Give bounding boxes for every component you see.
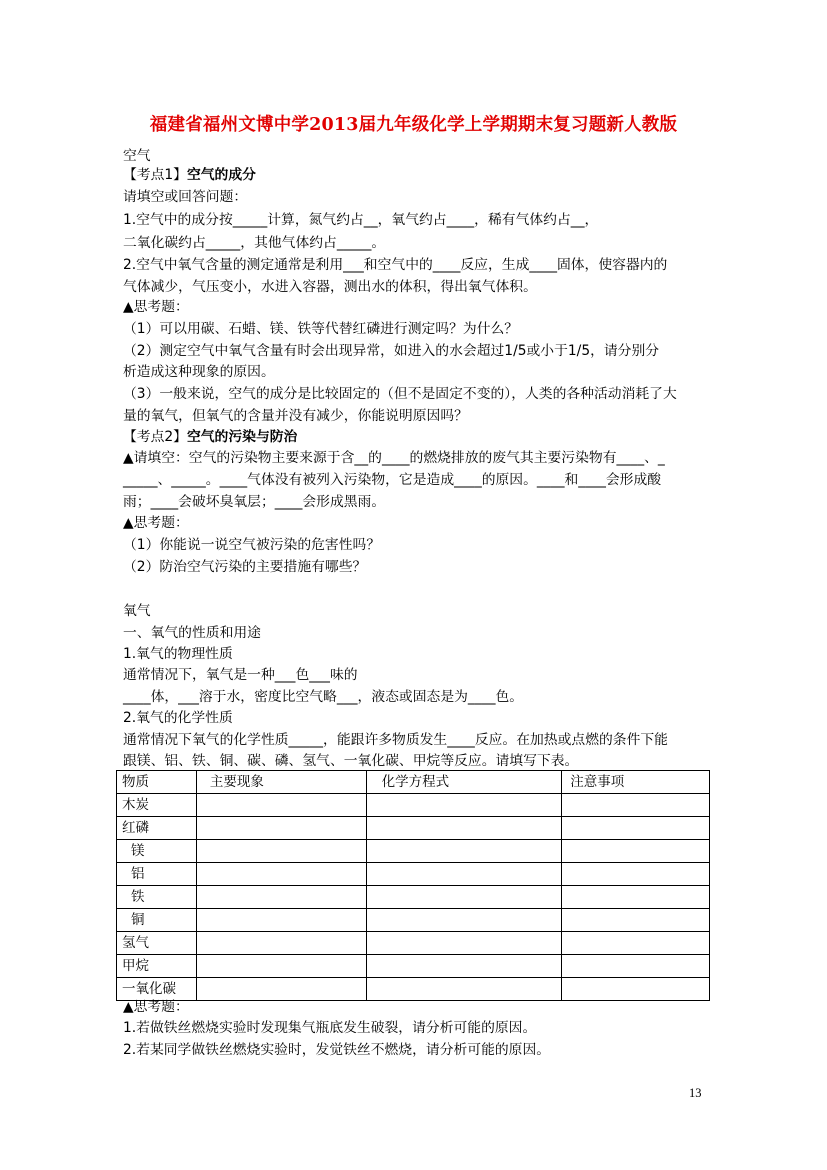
question-2a: （2）测定空气中氧气含量有时会出现异常，如进入的水会超过1/5或小于1/5，请分别分 [123,343,660,359]
pollution-fill-3: 雨；____会破坏臭氧层；____会形成黑雨。 [123,494,386,510]
fill-line-2: 二氧化碳约占_____，其他气体约占_____。 [123,235,386,251]
question-3a: （3）一般来说，空气的成分是比较固定的（但不是固定不变的），人类的各种活动消耗了大 [123,386,677,402]
table-row [117,794,710,817]
notes-cell[interactable] [562,978,710,1001]
phenomenon-cell[interactable] [196,955,366,978]
phenomenon-cell[interactable] [196,886,366,909]
equation-cell[interactable] [366,955,562,978]
table-row [117,840,710,863]
point1-heading [123,166,256,184]
point2-title: 空气的污染与防治 [186,429,298,445]
question-1: （1）可以用碳、石蜡、镁、铁等代替红磷进行测定吗？为什么？ [123,321,519,337]
phenomenon-cell[interactable] [196,909,366,932]
think-label-1: ▲思考题： [123,299,189,315]
subheading-chemical: 2.氧气的化学性质 [123,710,233,726]
table-row [117,886,710,909]
section-heading-air: 空气 [123,148,151,164]
notes-cell[interactable] [562,909,710,932]
equation-cell[interactable] [366,840,562,863]
fill-line-4: 气体减少，气压变小，水进入容器，测出水的体积，得出氧气体积。 [123,279,537,295]
header-substance: 物质 [117,771,197,794]
equation-cell[interactable] [366,817,562,840]
substance-cell: 氢气 [117,932,197,955]
phenomenon-cell[interactable] [196,794,366,817]
table-row [117,909,710,932]
pollution-fill-2: _____、_____。____气体没有被列入污染物，它是造成____的原因。____和____会形成酸 [123,472,662,488]
notes-cell[interactable] [562,840,710,863]
notes-cell[interactable] [562,794,710,817]
question-2b: 析造成这种现象的原因。 [123,364,275,380]
subheading-properties: 一、氧气的性质和用途 [123,625,261,641]
point1-title: 空气的成分 [186,167,256,183]
subheading-physical: 1.氧气的物理性质 [123,646,233,662]
substance-cell: 一氧化碳 [117,978,197,1001]
table-row [117,955,710,978]
header-equation: 化学方程式 [366,771,562,794]
substance-cell: 铁 [117,886,197,909]
notes-cell[interactable] [562,932,710,955]
document-title: 福建省福州文博中学2013届九年级化学上学期期末复习题新人教版 [149,115,678,135]
think-question-1: 1.若做铁丝燃烧实验时发现集气瓶底发生破裂，请分析可能的原因。 [123,1020,537,1036]
physical-line-2: ____体，___溶于水，密度比空气略___，液态或固态是为____色。 [123,689,524,705]
header-notes: 注意事项 [562,771,710,794]
table-row [117,863,710,886]
header-phenomenon: 主要现象 [196,771,366,794]
substance-cell: 铝 [117,863,197,886]
chemical-line-1: 通常情况下氧气的化学性质_____，能跟许多物质发生____反应。在加热或点燃的条件下能 [123,732,668,748]
chemical-line-2: 跟镁、铝、铁、铜、碳、磷、氢气、一氧化碳、甲烷等反应。请填写下表。 [123,753,579,769]
fill-line-1: 1.空气中的成分按_____计算，氮气约占__，氧气约占____，稀有气体约占__， [123,212,599,228]
equation-cell[interactable] [366,932,562,955]
physical-line-1: 通常情况下，氧气是一种___色___味的 [123,667,358,683]
point2-tag: 【考点2】 [123,429,187,445]
equation-cell[interactable] [366,978,562,1001]
table-row [117,817,710,840]
substance-cell: 铜 [117,909,197,932]
substance-cell: 红磷 [117,817,197,840]
think-question-2: 2.若某同学做铁丝燃烧实验时，发觉铁丝不燃烧，请分析可能的原因。 [123,1042,551,1058]
section-heading-oxygen: 氧气 [123,603,151,619]
think-label-3: ▲思考题： [123,999,189,1015]
equation-cell[interactable] [366,863,562,886]
point1-tag: 【考点1】 [123,167,187,183]
substance-cell: 木炭 [117,794,197,817]
point2-heading [123,428,297,446]
substance-cell: 甲烷 [117,955,197,978]
equation-cell[interactable] [366,909,562,932]
phenomenon-cell[interactable] [196,863,366,886]
notes-cell[interactable] [562,817,710,840]
fill-line-3: 2.空气中氧气含量的测定通常是利用___和空气中的____反应，生成____固体，使容器内的 [123,257,668,273]
reaction-table [116,770,710,1001]
phenomenon-cell[interactable] [196,932,366,955]
question-3b: 量的氧气，但氧气的含量并没有减少，你能说明原因吗？ [123,408,468,424]
think-label-2: ▲思考题： [123,515,189,531]
equation-cell[interactable] [366,886,562,909]
pollution-fill-1: ▲请填空：空气的污染物主要来源于含__的____的燃烧排放的废气其主要污染物有____、_ [123,450,665,466]
notes-cell[interactable] [562,863,710,886]
question-4: （1）你能说一说空气被污染的危害性吗？ [123,537,381,553]
table-row [117,978,710,1001]
instruction-line: 请填空或回答问题： [123,189,248,205]
substance-cell: 镁 [117,840,197,863]
table-row [117,932,710,955]
page-number: 13 [689,1086,702,1100]
phenomenon-cell[interactable] [196,817,366,840]
notes-cell[interactable] [562,955,710,978]
phenomenon-cell[interactable] [196,840,366,863]
phenomenon-cell[interactable] [196,978,366,1001]
equation-cell[interactable] [366,794,562,817]
table-header-row [117,771,710,794]
notes-cell[interactable] [562,886,710,909]
question-5: （2）防治空气污染的主要措施有哪些？ [123,559,367,575]
